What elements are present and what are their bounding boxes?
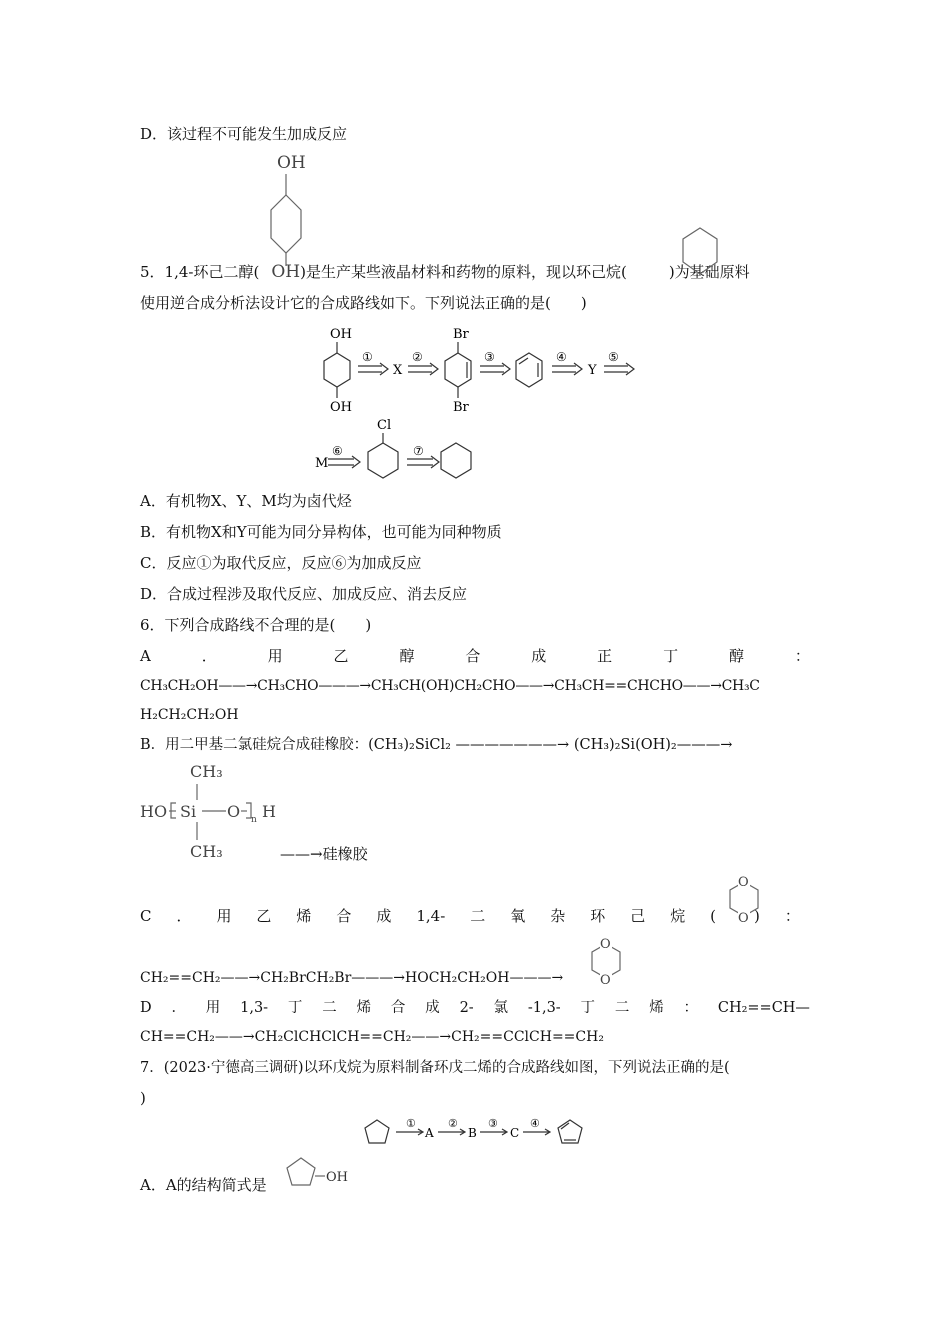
q6-a-char: 醇	[399, 647, 415, 665]
q6-d-char: 合	[390, 1000, 406, 1016]
q6-a-char: 乙	[333, 647, 349, 665]
intermediate-m: M	[315, 456, 329, 471]
q7-stem-cont: )	[140, 1089, 146, 1107]
q6-c-char: 烷	[670, 907, 686, 925]
c-paren-open: (	[710, 907, 717, 925]
q6-d-char: 烯	[649, 1000, 664, 1016]
step-6-label: ⑥	[332, 444, 343, 458]
q6-c-char: 乙	[256, 907, 272, 925]
q6-d-char: ．	[171, 1000, 186, 1016]
q6-c-char: 烯	[296, 907, 312, 925]
cl-label: Cl	[377, 418, 392, 433]
q5-option-a: A．有机物X、Y、M均为卤代烃	[140, 492, 352, 510]
silicone-polymer-structure	[140, 760, 290, 870]
oh-top-label: OH	[277, 153, 306, 173]
q6-c-char: 氧	[510, 907, 526, 925]
q6-a-char: ．	[201, 647, 217, 665]
step-4-label: ④	[556, 350, 567, 364]
q6-a-char: ：	[794, 647, 810, 665]
q6-a-char: 成	[531, 647, 547, 665]
q5-stem-part2: )是生产某些液晶材料和药物的原料，现以环己烷(	[300, 263, 627, 281]
q6-d-char: -1,3-	[527, 1000, 561, 1016]
q6-c-char: 用	[216, 907, 232, 925]
q7-step-4: ④	[530, 1117, 540, 1130]
q7-product-c: C	[510, 1126, 520, 1140]
q6-d-char: 二	[322, 1000, 337, 1016]
step-7-label: ⑦	[413, 444, 424, 458]
ch3-bottom: CH₃	[190, 842, 223, 861]
step-1-label: ①	[362, 350, 373, 364]
q6-option-c-label	[140, 906, 800, 926]
q6-c-char: 合	[336, 907, 352, 925]
q6-option-a-route-cont: H₂CH₂CH₂OH	[140, 707, 239, 723]
q6-c-char: ．	[176, 907, 192, 925]
q7-step-3: ③	[488, 1117, 498, 1130]
q6-d-char: 用	[205, 1000, 221, 1016]
q6-a-char: 用	[267, 647, 283, 665]
q6-c-char: 二	[470, 907, 486, 925]
q7-scheme	[360, 1115, 590, 1151]
q5-oh-bottom: OH	[271, 262, 301, 282]
q6-a-char: A	[140, 647, 151, 665]
q6-d-char: 成	[425, 1000, 440, 1016]
q6-d-char: 2-	[459, 1000, 474, 1016]
dioxane-product-structure	[585, 932, 631, 990]
q7-step-2: ②	[448, 1117, 458, 1130]
q4-option-d: D．该过程不可能发生加成反应	[140, 125, 348, 143]
q5-option-c: C．反应①为取代反应，反应⑥为加成反应	[140, 554, 422, 572]
step-3-label: ③	[484, 350, 495, 364]
q5-scheme-row1	[300, 320, 660, 420]
ho-label: HO	[140, 802, 168, 821]
q6-c-char: C	[140, 907, 152, 925]
q5-stem-part3: )为基础原料	[668, 263, 750, 281]
q5-stem-line1	[140, 262, 750, 282]
q6-a-char: 合	[465, 647, 481, 665]
q6-d-char: ：	[683, 1000, 699, 1016]
q5-option-d: D．合成过程涉及取代反应、加成反应、消去反应	[140, 585, 468, 603]
ring-o-top: O	[600, 937, 611, 952]
c-paren-close: )	[754, 907, 760, 925]
n-subscript: n	[251, 815, 257, 825]
q6-option-d-route: CH==CH₂——→CH₂ClCHClCH==CH₂——→CH₂==CClCH==CH₂	[140, 1029, 604, 1045]
q7-oh-label: OH	[326, 1170, 348, 1185]
intermediate-x: X	[393, 363, 403, 378]
q6-option-b-end: ——→硅橡胶	[280, 845, 368, 863]
dioxane-inline-structure	[723, 870, 769, 928]
h-label: H	[262, 802, 276, 821]
q5-scheme-row2	[310, 415, 490, 485]
q6-d-char: 丁	[287, 1000, 303, 1016]
q5-scheme-oh-bottom: OH	[330, 400, 352, 415]
ring-o-bottom: O	[738, 911, 749, 926]
br-top-label: Br	[453, 327, 469, 342]
q6-d-char: 烯	[356, 1000, 372, 1016]
q6-d-char: D	[140, 1000, 152, 1016]
q6-d-char: 二	[614, 1000, 630, 1016]
q6-option-d-label	[140, 998, 810, 1018]
step-5-label: ⑤	[608, 350, 619, 364]
q6-c-char: 1,4-	[416, 907, 446, 925]
q7-step-1: ①	[406, 1117, 416, 1130]
q6-a-char: 醇	[728, 647, 744, 665]
q6-c-char: 成	[376, 907, 392, 925]
q6-stem: 6．下列合成路线不合理的是( )	[140, 616, 372, 634]
cyclohexane-inline-structure	[680, 224, 722, 282]
ring-o-bottom: O	[600, 973, 611, 988]
q7-product-a: A	[425, 1126, 434, 1140]
cyclopentanol-structure	[285, 1155, 355, 1195]
o-label: O	[227, 802, 241, 821]
q6-option-a-label	[140, 646, 810, 666]
q6-a-char: 丁	[663, 647, 679, 665]
q5-stem-part1: 5．1,4-环己二醇(	[140, 263, 260, 281]
step-2-label: ②	[412, 350, 423, 364]
q6-option-a-route: CH₃CH₂OH——→CH₃CHO———→CH₃CH(OH)CH₂CHO——→CH₃CH==CHCHO——→CH₃C	[140, 678, 760, 694]
q6-option-b: B．用二甲基二氯硅烷合成硅橡胶：(CH₃)₂SiCl₂ ———————→ (CH₃)₂Si(OH)₂———→	[140, 737, 733, 753]
q6-d-char: 氯	[493, 1000, 509, 1016]
si-label: Si	[180, 802, 197, 821]
ring-o-top: O	[738, 875, 749, 890]
q6-a-char: 正	[597, 647, 613, 665]
q5-scheme-oh-top: OH	[330, 327, 352, 342]
q6-d-char: 丁	[580, 1000, 596, 1016]
q7-option-a: A．A的结构简式是	[140, 1176, 267, 1194]
q7-stem: 7．(2023·宁德高三调研)以环戊烷为原料制备环戊二烯的合成路线如图，下列说法正确的是(	[140, 1060, 730, 1076]
q5-option-b: B．有机物X和Y可能为同分异构体，也可能为同种物质	[140, 523, 502, 541]
q6-c-char: 环	[590, 907, 606, 925]
q6-c-char: 杂	[550, 907, 566, 925]
q6-option-c-route: CH₂==CH₂——→CH₂BrCH₂Br———→HOCH₂CH₂OH———→	[140, 970, 564, 986]
intermediate-y: Y	[588, 363, 597, 378]
q6-c-colon: ：	[784, 907, 800, 925]
ch3-top: CH₃	[190, 762, 223, 781]
q6-c-char: 己	[630, 907, 646, 925]
q6-d-char: 1,3-	[240, 1000, 269, 1016]
q5-stem-line2: 使用逆合成分析法设计它的合成路线如下。下列说法正确的是( )	[140, 294, 587, 312]
q7-product-b: B	[468, 1126, 477, 1140]
br-bottom-label: Br	[453, 400, 469, 415]
q6-d-char: CH₂==CH—	[717, 1000, 810, 1016]
